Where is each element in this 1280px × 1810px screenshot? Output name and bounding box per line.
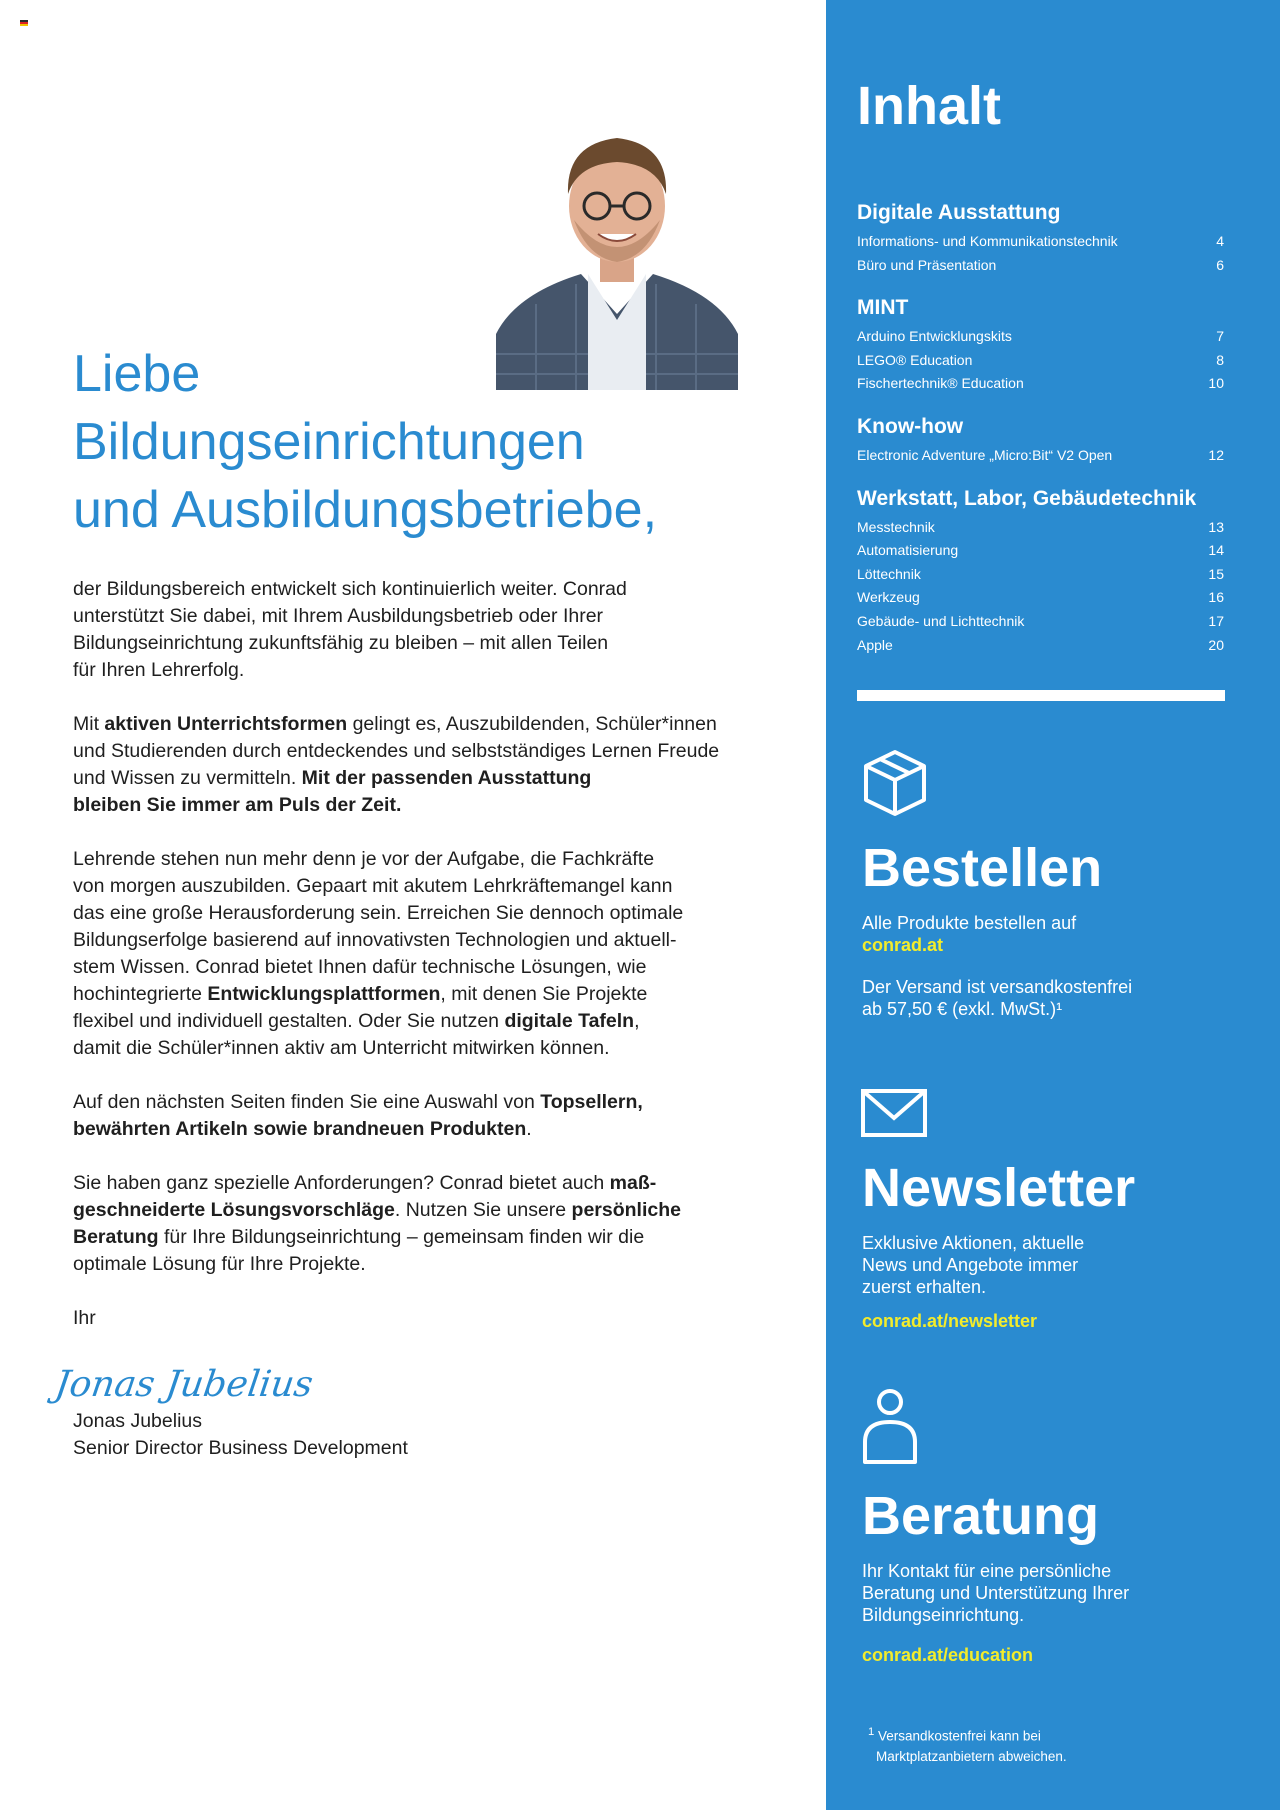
letter-text: . [526, 1118, 532, 1140]
signer-title: Senior Director Business Development [73, 1437, 408, 1459]
toc-title: Inhalt [857, 76, 1001, 136]
letter-emphasis: bleiben Sie immer am Puls der Zeit. [73, 794, 402, 816]
table-of-contents [857, 200, 1224, 675]
letter-text: der Bildungsbereich entwickelt sich kontinuierlich weiter. Conrad [73, 578, 627, 600]
toc-entry-label: Fischertechnik® Education [857, 375, 1024, 392]
flag-icon [20, 20, 28, 26]
toc-entry-label: Gebäude- und Lichttechnik [857, 612, 1025, 629]
letter-emphasis: Mit der passenden Ausstattung [301, 767, 592, 789]
newsletter-text: Exklusive Aktionen, aktuelle [862, 1233, 1085, 1253]
order-link[interactable]: conrad.at [862, 935, 944, 955]
toc-entry-label: LEGO® Education [857, 351, 973, 368]
toc-heading: Werkstatt, Labor, Gebäudetechnik [857, 486, 1197, 510]
letter-text: unterstützt Sie dabei, mit Ihrem Ausbildungsbetrieb oder Ihrer [73, 605, 604, 627]
footnote-marker: 1 [868, 1726, 875, 1738]
toc-entry-label: Electronic Adventure „Micro:Bit“ V2 Open [857, 446, 1113, 463]
toc-section [857, 295, 1224, 396]
letter-text: hochintegrierte [73, 983, 208, 1005]
newsletter-link[interactable]: conrad.at/newsletter [862, 1311, 1038, 1331]
toc-entry-page: 16 [1208, 589, 1224, 606]
letter-paragraph [73, 846, 793, 1062]
toc-entry-label: Arduino Entwicklungskits [857, 328, 1012, 345]
toc-entry[interactable] [857, 539, 1224, 563]
letter-emphasis: Beratung [73, 1226, 159, 1248]
letter-paragraph [73, 1305, 793, 1332]
order-title: Bestellen [862, 838, 1103, 898]
letter-text: flexibel und individuell gestalten. Oder Sie nutzen [73, 1010, 505, 1032]
letter-text: das eine große Herausforderung sein. Erreichen Sie dennoch optimale [73, 902, 684, 924]
newsletter-text: News und Angebote immer [862, 1255, 1079, 1275]
letter-emphasis: digitale Tafeln [504, 1010, 635, 1032]
toc-entry-page: 10 [1208, 375, 1224, 392]
letter-paragraph [73, 576, 793, 684]
toc-section [857, 200, 1224, 277]
toc-entry[interactable] [857, 634, 1224, 658]
box-icon [860, 748, 930, 818]
letter-text: Bildungseinrichtung zukunftsfähig zu bleiben – mit allen Teilen [73, 632, 609, 654]
headline-line: Liebe [73, 345, 201, 403]
letter-emphasis: Topsellern, [540, 1091, 643, 1113]
letter-paragraph [73, 711, 793, 819]
letter-body [73, 576, 793, 1359]
newsletter-title: Newsletter [862, 1158, 1136, 1218]
footnote-line: Versandkostenfrei kann bei [878, 1728, 1041, 1744]
toc-entry[interactable] [857, 563, 1224, 587]
toc-entry-label: Automatisierung [857, 542, 959, 559]
toc-entry[interactable] [857, 372, 1224, 396]
toc-entry-page: 6 [1216, 256, 1224, 273]
toc-entry-page: 12 [1208, 446, 1224, 463]
signer-name: Jonas Jubelius [73, 1410, 202, 1432]
letter-paragraph [73, 1089, 793, 1143]
consulting-title: Beratung [862, 1486, 1100, 1546]
consulting-block [862, 1484, 1262, 1666]
toc-entry[interactable] [857, 516, 1224, 540]
toc-entry[interactable] [857, 349, 1224, 373]
toc-entry-page: 15 [1208, 565, 1224, 582]
letter-text: , mit denen Sie Projekte [440, 983, 648, 1005]
toc-entry-label: Messtechnik [857, 518, 935, 535]
letter-text: für Ihren Lehrerfolg. [73, 659, 245, 681]
sidebar [826, 0, 1280, 1810]
letter-paragraph [73, 1170, 793, 1278]
footnote-line: Marktplatzanbietern abweichen. [876, 1748, 1067, 1764]
letter-text: , [634, 1010, 640, 1032]
letter-text: optimale Lösung für Ihre Projekte. [73, 1253, 366, 1275]
newsletter-text: zuerst erhalten. [862, 1277, 987, 1297]
letter-emphasis: aktiven Unterrichtsformen [104, 713, 348, 735]
letter-text: und Wissen zu vermitteln. [73, 767, 302, 789]
shipping-text: Der Versand ist versandkostenfrei [862, 977, 1133, 997]
consulting-text: Bildungseinrichtung. [862, 1605, 1025, 1625]
person-icon [860, 1388, 920, 1466]
consulting-link[interactable]: conrad.at/education [862, 1645, 1034, 1665]
toc-section [857, 414, 1224, 468]
letter-text: Auf den nächsten Seiten finden Sie eine Auswahl von [73, 1091, 541, 1113]
toc-entry-page: 4 [1216, 233, 1224, 249]
toc-entry-label: Informations- und Kommunikationstechnik [857, 233, 1118, 249]
toc-entry-page: 14 [1208, 542, 1224, 559]
letter-text: Sie haben ganz spezielle Anforderungen? Conrad bietet auch [73, 1172, 610, 1194]
headline-line: Bildungseinrichtungen [73, 413, 585, 471]
consulting-text: Beratung und Unterstützung Ihrer [862, 1583, 1130, 1603]
toc-heading: MINT [857, 296, 909, 320]
toc-heading: Know-how [857, 414, 964, 438]
consulting-text: Ihr Kontakt für eine persönliche [862, 1561, 1112, 1581]
toc-entry-label: Büro und Präsentation [857, 256, 997, 273]
headline-line: und Ausbildungsbetriebe, [73, 481, 658, 539]
letter-text: gelingt es, Auszubildenden, Schüler*innen [347, 713, 717, 735]
toc-entry[interactable] [857, 610, 1224, 634]
letter-text: Lehrende stehen nun mehr denn je vor der Aufgabe, die Fachkräfte [73, 848, 655, 870]
toc-entry[interactable] [857, 586, 1224, 610]
letter-text: für Ihre Bildungseinrichtung – gemeinsam finden wir die [158, 1226, 645, 1248]
toc-entry-page: 7 [1216, 328, 1224, 345]
toc-entry-label: Werkzeug [857, 589, 920, 606]
letter-emphasis: bewährten Artikeln sowie brandneuen Produkten [73, 1118, 527, 1140]
letter-emphasis: Entwicklungsplattformen [207, 983, 441, 1005]
toc-section [857, 486, 1224, 658]
letter-text: Ihr [73, 1307, 96, 1329]
envelope-icon [860, 1088, 928, 1138]
divider-bar [857, 690, 1225, 701]
toc-heading: Digitale Ausstattung [857, 201, 1061, 224]
letter-emphasis: geschneiderte Lösungsvorschläge [73, 1199, 395, 1221]
letter-text: . Nutzen Sie unsere [394, 1199, 572, 1221]
footnote [868, 1722, 1067, 1767]
letter-text: stem Wissen. Conrad bietet Ihnen dafür technische Lösungen, wie [73, 956, 647, 978]
newsletter-block [862, 1156, 1262, 1332]
toc-entry-page: 20 [1208, 636, 1224, 653]
signer-block [73, 1408, 408, 1462]
page-headline [73, 340, 773, 544]
toc-entry[interactable] [857, 230, 1224, 254]
letter-emphasis: persönliche [571, 1199, 681, 1221]
toc-entry[interactable] [857, 254, 1224, 278]
toc-entry-label: Apple [857, 636, 893, 653]
toc-entry[interactable] [857, 444, 1224, 468]
letter-text: und Studierenden durch entdeckendes und selbstständiges Lernen Freude [73, 740, 720, 762]
shipping-text-threshold: ab 57,50 € (exkl. MwSt.)¹ [862, 999, 1063, 1019]
toc-entry-page: 8 [1216, 351, 1224, 368]
letter-text: damit die Schüler*innen aktiv am Unterricht mitwirken können. [73, 1037, 610, 1059]
toc-entry[interactable] [857, 325, 1224, 349]
letter-text: von morgen auszubilden. Gepaart mit akutem Lehrkräftemangel kann [73, 875, 673, 897]
signature-text: Jonas Jubelius [52, 1362, 316, 1405]
letter-text: Mit [73, 713, 105, 735]
toc-entry-page: 17 [1208, 612, 1224, 629]
order-text: Alle Produkte bestellen auf [862, 913, 1077, 933]
signature [52, 1352, 316, 1412]
order-block [862, 836, 1262, 1020]
toc-entry-page: 13 [1208, 518, 1224, 535]
letter-text: Bildungserfolge basierend auf innovativsten Technologien und aktuell- [73, 929, 677, 951]
letter-emphasis: maß- [609, 1172, 657, 1194]
toc-entry-label: Löttechnik [857, 565, 921, 582]
